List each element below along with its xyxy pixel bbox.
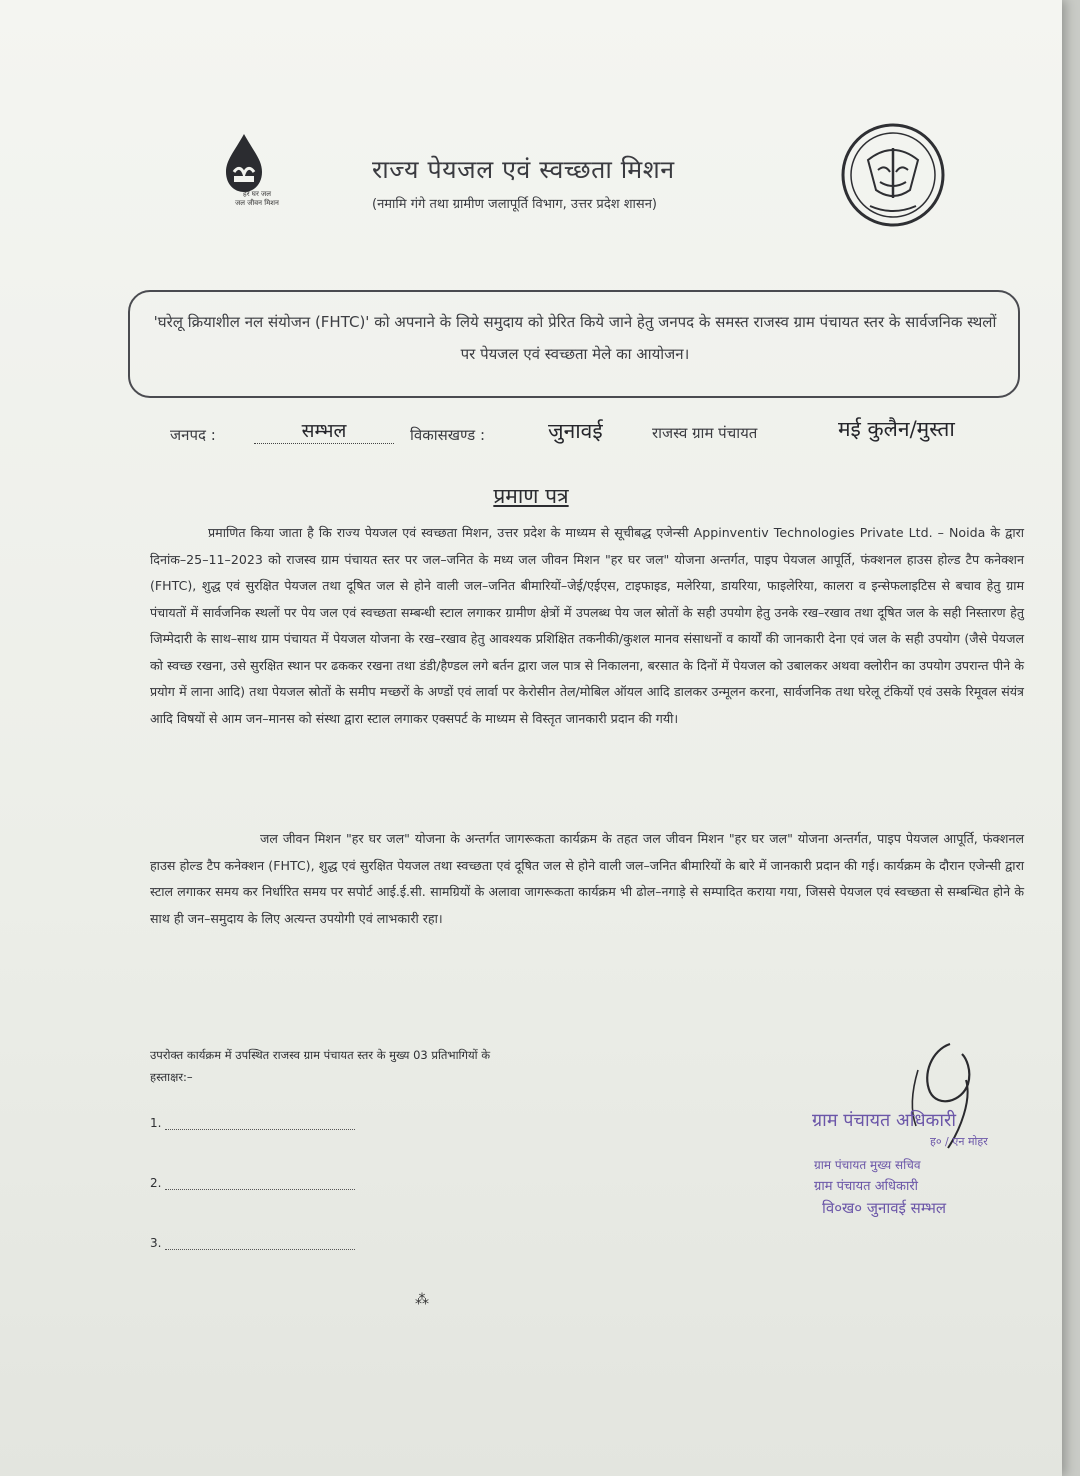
signature-number: 3. (150, 1236, 162, 1250)
panchayat-value: मई कुलैन/मुस्ता (838, 417, 955, 441)
district-value-field (254, 417, 394, 444)
stamp-line-5: वि०ख० जुनावई सम्भल (822, 1199, 947, 1217)
stamp-line-3: ग्राम पंचायत मुख्य सचिव (814, 1158, 921, 1172)
jal-jeevan-drop-icon (212, 130, 302, 225)
page-subtitle: (नमामि गंगे तथा ग्रामीण जलापूर्ति विभाग, उत्तर प्रदेश शासन) (372, 197, 657, 212)
certificate-paragraph-2: जल जीवन मिशन "हर घर जल" योजना के अन्तर्गत जागरूकता कार्यक्रम के तहत जल जीवन मिशन "हर घर जल" योजना अन्तर्गत, पाइप पेयजल आपूर्ति, फंक्शनल हाउस होल्ड टैप कनेक्शन (FHTC), शुद्ध एवं सुरक्षित पेयजल तथा स्वच्छता एवं दूषित जल से होने वाली जल–जनित बीमारियों के बारे में जानकारी प्रदान की गई। कार्यक्रम के दौरान एजेन्सी द्वारा स्टाल लगाकर समय कर निर्धारित समय पर सपोर्ट आई.ई.सी. सामग्रियों के अलावा जागरूकता कार्यक्रम भी ढोल–नगाड़े से सम्पादित कराया गया, जिससे पेयजल एवं स्वच्छता से सम्बन्धित होने के साथ ही जन–समुदाय के लिए अत्यन्त उपयोगी एवं लाभकारी रहा। (150, 831, 1024, 926)
attendance-section (150, 1044, 490, 1088)
district-value: सम्भल (301, 420, 347, 442)
signature-number: 2. (150, 1176, 162, 1190)
header-title-block (372, 152, 832, 212)
page-title: राज्य पेयजल एवं स्वच्छता मिशन (372, 155, 675, 184)
up-state-emblem-icon (838, 120, 948, 230)
stamp-line-4: ग्राम पंचायत अधिकारी (814, 1179, 919, 1194)
drop-logo-caption (212, 190, 302, 208)
district-label: जनपद : (170, 426, 216, 444)
notice-box (128, 290, 1020, 398)
signature-line-2 (150, 1176, 355, 1190)
stamp-line-1: ग्राम पंचायत अधिकारी (812, 1110, 957, 1131)
logo-caption-line2: जल जीवन मिशन (235, 199, 279, 207)
stray-mark: ⁂ (415, 1292, 429, 1308)
signature-line-1 (150, 1116, 355, 1130)
block-label: विकासखण्ड : (410, 426, 486, 444)
block-value: जुनावई (548, 419, 603, 443)
location-line (170, 415, 1030, 455)
signature-line-3 (150, 1236, 355, 1250)
certificate-paragraph-1: प्रमाणित किया जाता है कि राज्य पेयजल एवं स्वच्छता मिशन, उत्तर प्रदेश के माध्यम से सूचीबद्ध एजेन्सी Appinventiv Technologies Private Ltd. – Noida के द्वारा दिनांक–25–11–2023 को राजस्व ग्राम पंचायत स्तर पर जल–जनित के मध्य जल जीवन मिशन "हर घर जल" योजना अन्तर्गत, पाइप पेयजल आपूर्ति, फंक्शनल हाउस होल्ड टैप कनेक्शन (FHTC), शुद्ध एवं सुरक्षित पेयजल तथा दूषित जल से होने वाली जल–जनित बीमारियों–जेई/एईएस, टाइफाइड, मलेरिया, डायरिया, फाइलेरिया, कालरा व इन्सेफलाइटिस से बचाव हेतु ग्राम पंचायतों में सार्वजनिक स्थलों पर पेय जल एवं स्वच्छता सम्बन्धी स्टाल लगाकर ग्रामीण क्षेत्रों में उपलब्ध पेय जल स्रोतों के सही उपयोग हेतु उनके रख–रखाव तथा दूषित जल के सही निस्तारण हेतु जिम्मेदारी के साथ–साथ ग्राम पंचायत में पेयजल योजना के रख–रखाव हेतु आवश्यक प्रशिक्षित तकनीकी/कुशल मानव संसाधनों व कार्यों की जानकारी देना एवं जल के सही उपयोग (जैसे पेयजल को स्वच्छ रखना, उसे सुरक्षित स्थान पर ढककर रखना तथा डंडी/हैण्डल लगे बर्तन द्वारा जल पात्र से निकालना, बरसात के दिनों में पेयजल को उबालकर अथवा क्लोरीन का उपयोग उपरान्त पीने के प्रयोग में लाना आदि) तथा पेयजल स्रोतों के समीप मच्छरों के अण्डों एवं लार्वा पर केरोसीन तेल/मोबिल ऑयल आदि डालकर उन्मूलन करना, सार्वजनिक तथा घरेलू टंकियों एवं उसके रिमूवल संयंत्र आदि विषयों से आम जन–मानस को संस्था द्वारा स्टाल लगाकर एक्सपर्ट के माध्यम से विस्तृत जानकारी प्रदान की गयी। (150, 525, 1024, 726)
attendance-line-2: हस्ताक्षर:– (150, 1070, 193, 1084)
official-stamp (800, 1030, 1060, 1240)
attendance-line-1: उपरोक्त कार्यक्रम में उपस्थित राजस्व ग्राम पंचायत स्तर के मुख्य 03 प्रतिभागियों के (150, 1048, 491, 1062)
panchayat-label: राजस्व ग्राम पंचायत (652, 424, 758, 442)
stamp-line-2: ह० / एन मोहर (930, 1135, 988, 1148)
signature-number: 1. (150, 1116, 162, 1130)
document-title: प्रमाण पत्र (493, 484, 569, 508)
logo-caption-line1: हर घर जल (243, 190, 271, 198)
notice-text: 'घरेलू क्रियाशील नल संयोजन (FHTC)' को अपनाने के लिये समुदाय को प्रेरित किये जाने हेतु जनपद के समस्त राजस्व ग्राम पंचायत स्तर के सार्वजनिक स्थलों पर पेयजल एवं स्वच्छता मेले का आयोजन। (153, 313, 997, 363)
